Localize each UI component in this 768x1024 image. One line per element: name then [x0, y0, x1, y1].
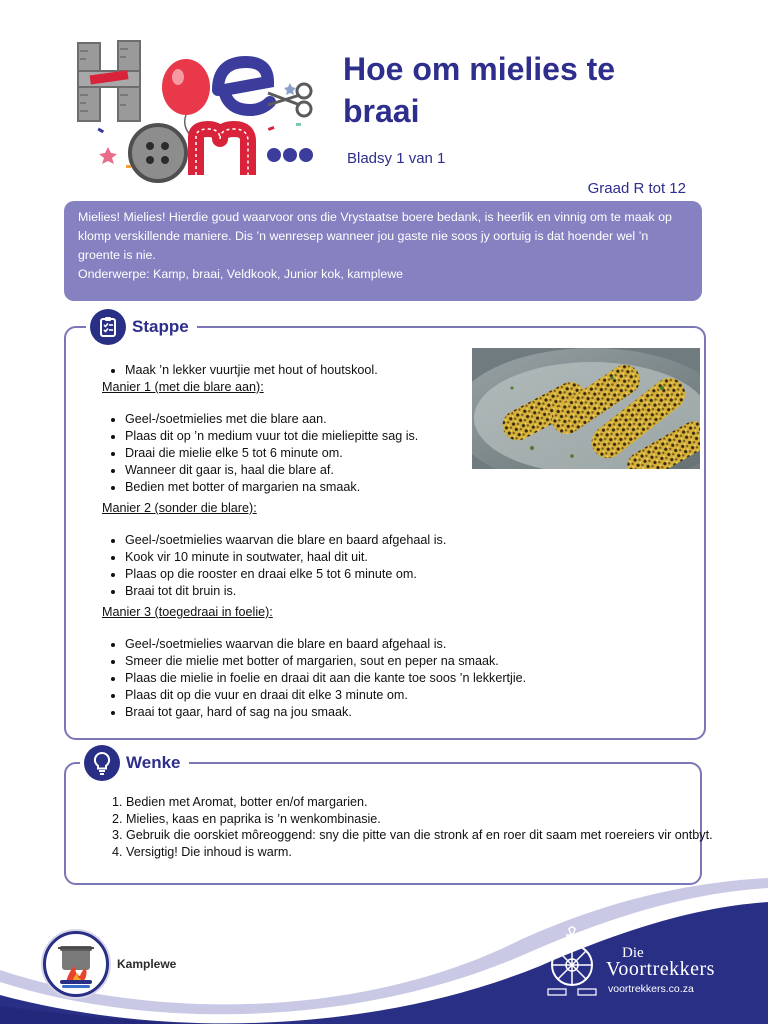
list-item: 1. Bedien met Aromat, botter en/of margarien. [126, 794, 716, 811]
list-item: • Bedien met botter of margarien na smaak. [125, 479, 526, 496]
tips-title: Wenke [126, 753, 181, 772]
list-item: 4. Versigtig! Die inhoud is warm. [126, 844, 716, 861]
intro-box [64, 201, 702, 301]
list-item: • Kook vir 10 minute in soutwater, haal dit uit. [125, 549, 526, 566]
list-item: • Plaas op die rooster en draai elke 5 tot 6 minute om. [125, 566, 526, 583]
page-title: Hoe om mielies te braai [343, 51, 616, 129]
tips-section [64, 753, 713, 885]
steps-title: Stappe [132, 317, 189, 336]
voortrekkers-logo [540, 925, 750, 1005]
method-2-title: Manier 2 (sonder die blare): [102, 501, 257, 515]
list-item: • Geel-/soetmielies waarvan die blare en baard afgehaal is. [125, 636, 526, 653]
method-2-list [102, 532, 526, 600]
list-item: 2. Mielies, kaas en paprika is ’n wenkombinasie. [126, 811, 716, 828]
list-item: • Braai tot dit bruin is. [125, 583, 526, 600]
org-url[interactable]: voortrekkers.co.za [608, 983, 694, 995]
list-item: • Smeer die mielie met botter of margarien, sout en peper na smaak. [125, 653, 526, 670]
hoe-om-logo [68, 35, 338, 185]
intro-step-list [102, 362, 526, 379]
clipboard-check-icon [90, 309, 126, 345]
tips-list [104, 794, 716, 860]
grade-range: Graad R tot 12 [587, 180, 686, 197]
org-die: Die [622, 945, 644, 961]
method-3-title: Manier 3 (toegedraai in foelie): [102, 605, 273, 619]
steps-content [102, 362, 526, 721]
method-1-list [102, 411, 526, 496]
steps-header [86, 310, 197, 344]
method-3-list [102, 636, 526, 721]
list-item: • Plaas dit op die vuur en draai dit elke 3 minute om. [125, 687, 526, 704]
grilled-corn-photo [472, 348, 700, 469]
camp-life-badge [43, 931, 109, 997]
page-number: Bladsy 1 van 1 [347, 150, 446, 167]
list-item: • Geel-/soetmielies met die blare aan. [125, 411, 526, 428]
voortrekkers-emblem-icon [540, 925, 604, 1005]
tips-header [80, 746, 189, 780]
list-item: 3. Gebruik die oorskiet môreoggend: sny die pitte van die stronk af en roer dit saam met roereiers vir ontbyt. [126, 827, 716, 844]
list-item: • Wanneer dit gaar is, haal die blare af. [125, 462, 526, 479]
category-label: Kamplewe [117, 957, 177, 971]
list-item: • Draai die mielie elke 5 tot 6 minute om. [125, 445, 526, 462]
list-item: • Geel-/soetmielies waarvan die blare en baard afgehaal is. [125, 532, 526, 549]
list-item: • Braai tot gaar, hard of sag na jou smaak. [125, 704, 526, 721]
campfire-pot-icon [46, 934, 106, 994]
method-1-title: Manier 1 (met die blare aan): [102, 380, 264, 394]
org-name: Voortrekkers [606, 958, 715, 980]
intro-text: Mielies! Mielies! Hierdie goud waarvoor ons die Vrystaatse boere bedank, is heerlik en vinnig om te maak op klomp verskillende maniere. Dis ’n wenresep wanneer jou gaste nie soos jy oortuig is dat hoender wel ’n groente is nie. [78, 210, 672, 262]
logo-graphic [68, 35, 338, 185]
intro-topics: Onderwerpe: Kamp, braai, Veldkook, Junior kok, kamplewe [78, 267, 404, 281]
list-item: • Plaas die mielie in foelie en draai dit aan die kante toe soos ’n lekkertjie. [125, 670, 526, 687]
list-item: • Maak ’n lekker vuurtjie met hout of houtskool. [125, 362, 526, 379]
lightbulb-icon [84, 745, 120, 781]
list-item: • Plaas dit op ’n medium vuur tot die mieliepitte sag is. [125, 428, 526, 445]
